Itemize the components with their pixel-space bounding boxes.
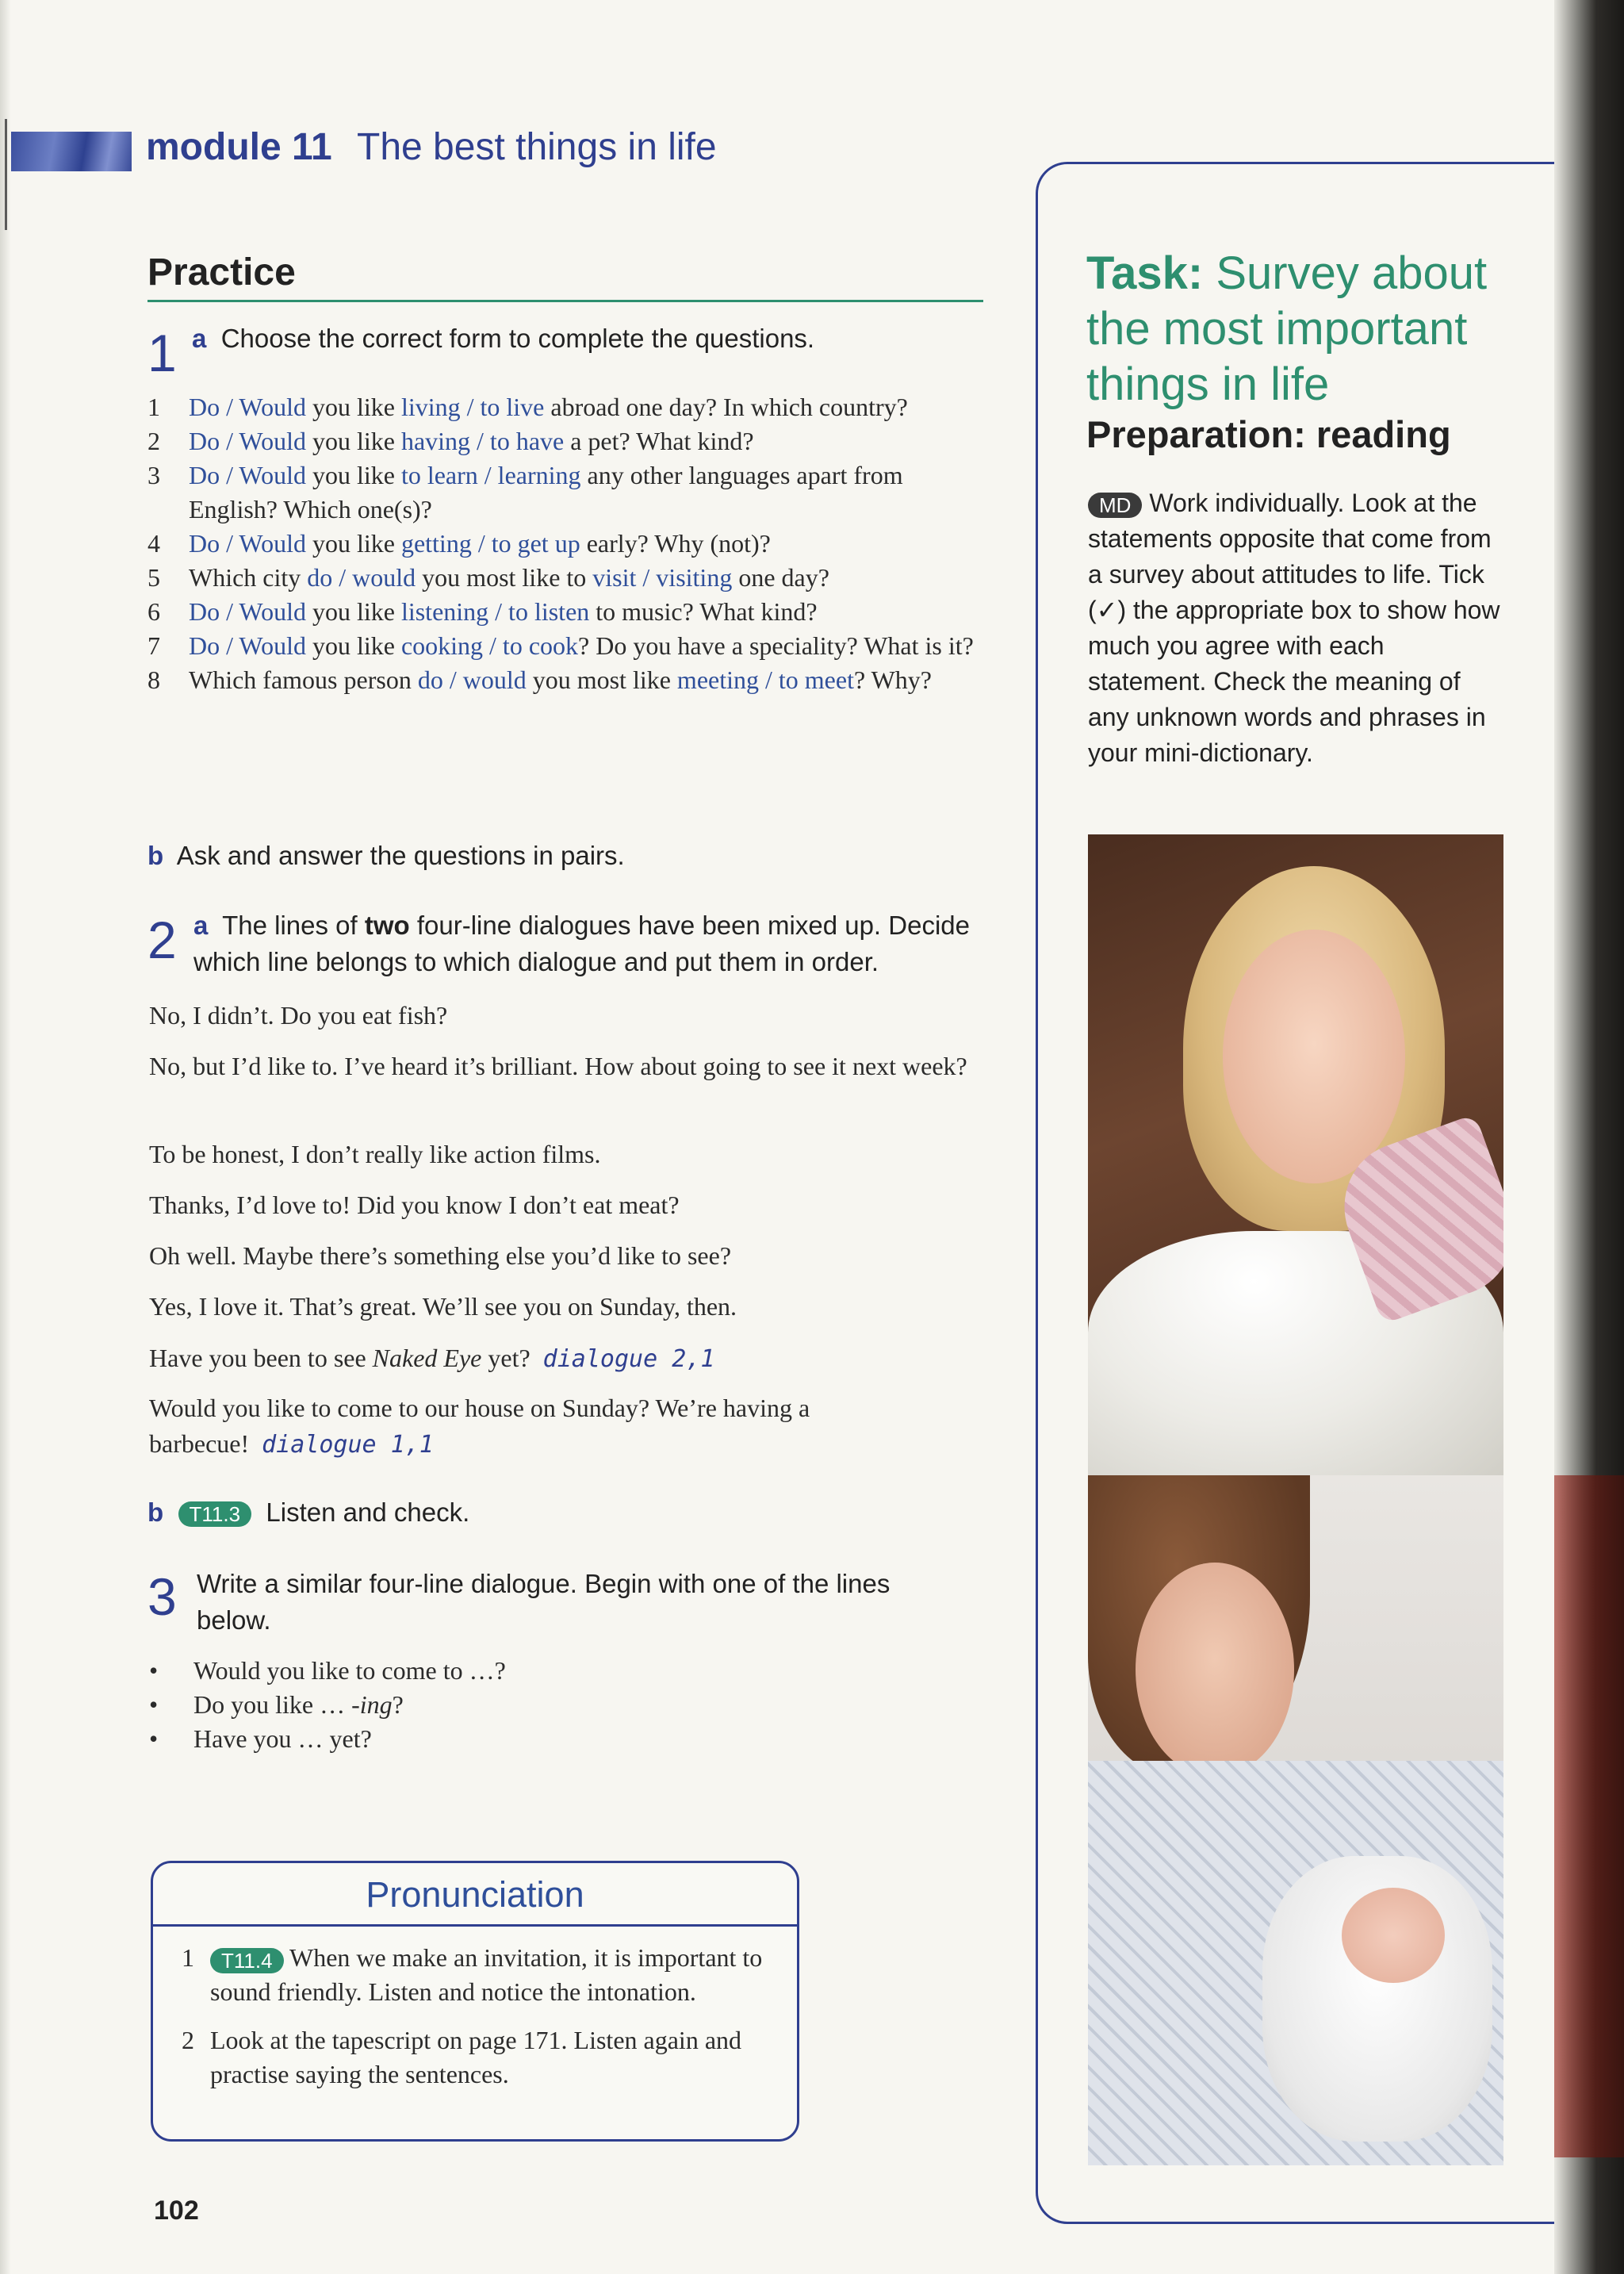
task-label: Task: [1086, 247, 1204, 299]
pronunciation-item [182, 2023, 776, 2092]
exercise-1b-instruction [147, 838, 625, 874]
question-text [189, 629, 983, 663]
question-number: 7 [147, 631, 160, 660]
dialogue-line [149, 1390, 990, 1463]
spine-mark [5, 119, 7, 230]
pronunciation-item-text [210, 1941, 776, 2009]
question-item [147, 390, 983, 424]
pronunciation-item-number: 2 [182, 2026, 194, 2054]
bullet-text-start: Have you … yet? [193, 1724, 372, 1753]
pronunciation-item-text [210, 2023, 776, 2092]
bullet-item [149, 1688, 506, 1722]
photo-baby-face-shape [1342, 1888, 1445, 1983]
question-text [189, 424, 983, 458]
choice-option: Do / Would [189, 597, 306, 626]
bullet-item [149, 1654, 506, 1688]
question-fragment: you like [305, 461, 401, 489]
bullet-text-end: ? [392, 1690, 404, 1719]
exercise-1b-label: b [147, 841, 164, 870]
handwritten-note: dialogue 2,1 [542, 1345, 715, 1373]
task-title: Survey about the most important things in life [1086, 247, 1488, 410]
choice-option: Do / Would [189, 631, 306, 660]
exercise-2a-instruction [193, 907, 986, 980]
task-heading [1086, 246, 1530, 412]
dialogue-line-text: Would you like to come to our house on Sunday? We’re having a barbecue! [149, 1394, 810, 1458]
book-spine-shadow [0, 0, 11, 2274]
question-fragment: early? Why (not)? [580, 529, 771, 558]
practice-heading: Practice [147, 251, 296, 293]
choice-option: Do / Would [189, 529, 306, 558]
question-fragment: Which city [189, 563, 308, 592]
question-item [147, 595, 983, 629]
question-number: 1 [147, 393, 160, 421]
question-item [147, 424, 983, 458]
exercise-2a-text-start: The lines of [222, 911, 365, 940]
dialogue-line-text: No, I didn’t. Do you eat fish? [149, 1001, 448, 1030]
dialogue-line-text-end: yet? [481, 1344, 530, 1372]
dialogue-line-text: Oh well. Maybe there’s something else you’d like to see? [149, 1241, 732, 1270]
exercise-1a-text: Choose the correct form to complete the questions. [220, 324, 815, 353]
dialogue-line-text: Have you been to see [149, 1344, 373, 1372]
question-fragment: you most like to [416, 563, 593, 592]
bullet-text-start: Do you like … [193, 1690, 352, 1719]
exercise-2-number: 2 [147, 911, 177, 969]
choice-option: getting / to get up [400, 529, 580, 558]
pronunciation-items [153, 1927, 797, 2092]
pronunciation-item [182, 1941, 776, 2009]
question-fragment: you like [305, 529, 401, 558]
handwritten-note: dialogue 1,1 [262, 1431, 434, 1459]
question-text [189, 527, 983, 561]
exercise-1b-text: Ask and answer the questions in pairs. [176, 841, 625, 870]
exercise-2a-text-bold: two [364, 911, 410, 940]
exercise-1-number: 1 [147, 324, 177, 382]
question-fragment: ? Why? [853, 665, 932, 694]
pronunciation-item-body: When we make an invitation, it is important to sound friendly. Listen and notice the intonation. [210, 1943, 763, 2006]
choice-option: Do / Would [189, 393, 306, 421]
bullet-dot: • [149, 1724, 159, 1753]
question-fragment: you like [305, 597, 401, 626]
page-number: 102 [154, 2195, 199, 2226]
dialogue-line [149, 1049, 990, 1084]
audio-track-badge[interactable]: T11.3 [178, 1501, 252, 1527]
question-fragment: Which famous person [189, 665, 418, 694]
question-fragment: a pet? What kind? [564, 427, 754, 455]
task-instructions-text: Work individually. Look at the statements opposite that come from a survey about attitudes to life. Tick (✓) the appropriate box to show how much you agree with each statement. Check the meaning of any unknown words and phrases in your mini-dictionary. [1088, 489, 1500, 767]
photo-mother-with-baby [1088, 1475, 1503, 2165]
question-text [189, 663, 983, 697]
question-text [189, 595, 983, 629]
choice-option: do / would [307, 563, 416, 592]
dialogue-line [149, 998, 990, 1033]
exercise-2b-instruction [147, 1494, 469, 1531]
question-item [147, 458, 983, 527]
exercise-2b-text: Listen and check. [266, 1497, 470, 1527]
question-fragment: to music? What kind? [589, 597, 818, 626]
choice-option: meeting / to meet [676, 665, 854, 694]
facing-page-edge [1554, 0, 1624, 2274]
exercise-2b-label: b [147, 1497, 164, 1527]
module-label: module 11 [146, 126, 332, 168]
pronunciation-item-number: 1 [182, 1943, 194, 1972]
practice-rule [147, 300, 983, 302]
dialogue-line [149, 1187, 990, 1223]
question-text [189, 561, 983, 595]
bullet-text-italic: -ing [351, 1690, 393, 1719]
exercise-3-instruction: Write a similar four-line dialogue. Begin with one of the lines below. [197, 1569, 891, 1635]
module-title: The best things in life [357, 126, 717, 168]
pronunciation-box [151, 1861, 799, 2142]
dialogue-line [149, 1340, 990, 1377]
bullet-text-start: Would you like to come to …? [193, 1656, 506, 1685]
question-item [147, 527, 983, 561]
question-number: 4 [147, 529, 160, 558]
bullet-dot: • [149, 1690, 159, 1719]
question-number: 5 [147, 563, 160, 592]
dialogue-line [149, 1289, 990, 1325]
pronunciation-heading: Pronunciation [153, 1863, 797, 1927]
question-fragment: ? Do you have a speciality? What is it? [578, 631, 974, 660]
dialogue-line-text: No, but I’d like to. I’ve heard it’s brilliant. How about going to see it next week? [149, 1052, 967, 1080]
exercise-3-number: 3 [147, 1567, 177, 1626]
audio-track-badge[interactable]: T11.4 [210, 1948, 284, 1973]
task-subheading: Preparation: reading [1086, 413, 1451, 455]
choice-option: living / to live [400, 393, 545, 421]
photo-woman-with-money [1088, 834, 1503, 1475]
question-number: 6 [147, 597, 160, 626]
exercise-2a-text-end: four-line dialogues have been mixed up. Decide which line belongs to which dialogue and put them in order. [193, 911, 970, 976]
question-fragment: one day? [732, 563, 829, 592]
exercise-2a-label: a [193, 911, 209, 940]
exercise-3-bullet-list [149, 1654, 506, 1756]
mini-dictionary-badge: MD [1088, 493, 1142, 518]
facing-page-photo-strip [1554, 1475, 1624, 2157]
film-title: Naked Eye [372, 1344, 482, 1372]
exercise-1-question-list [147, 390, 983, 697]
question-item [147, 663, 983, 697]
choice-option: Do / Would [189, 427, 306, 455]
choice-option: to learn / learning [400, 461, 581, 489]
question-item [147, 629, 983, 663]
exercise-1a-instruction [192, 320, 814, 357]
dialogue-line-text: Thanks, I’d love to! Did you know I don’t eat meat? [149, 1191, 680, 1219]
module-header-tab [11, 132, 132, 171]
question-fragment: you like [305, 393, 401, 421]
bullet-text [193, 1722, 372, 1756]
bullet-item [149, 1722, 506, 1756]
question-number: 3 [147, 461, 160, 489]
question-number: 8 [147, 665, 160, 694]
dialogue-line [149, 1137, 990, 1172]
bullet-text [193, 1654, 506, 1688]
dialogue-line-text: Yes, I love it. That’s great. We’ll see you on Sunday, then. [149, 1292, 737, 1321]
choice-option: Do / Would [189, 461, 306, 489]
choice-option: do / would [417, 665, 527, 694]
bullet-dot: • [149, 1656, 159, 1685]
photo-mother-face-shape [1136, 1563, 1294, 1777]
dialogue-line-text: To be honest, I don’t really like action films. [149, 1140, 601, 1168]
dialogue-line [149, 1238, 990, 1274]
question-fragment: you like [305, 631, 401, 660]
question-fragment: abroad one day? In which country? [544, 393, 908, 421]
exercise-1a-label: a [192, 324, 207, 353]
pronunciation-item-body: Look at the tapescript on page 171. Listen again and practise saying the sentences. [210, 2026, 742, 2088]
question-text [189, 390, 983, 424]
choice-option: listening / to listen [400, 597, 590, 626]
photo-face-shape [1223, 930, 1405, 1183]
question-fragment: you like [305, 427, 401, 455]
choice-option: visit / visiting [592, 563, 733, 592]
question-text [189, 458, 983, 527]
choice-option: cooking / to cook [400, 631, 579, 660]
task-instructions [1088, 485, 1500, 771]
question-item [147, 561, 983, 595]
question-number: 2 [147, 427, 160, 455]
question-fragment: you most like [526, 665, 677, 694]
bullet-text [193, 1688, 404, 1722]
choice-option: having / to have [400, 427, 565, 455]
question-fragment: any other languages apart from English? Which one(s)? [189, 461, 903, 523]
